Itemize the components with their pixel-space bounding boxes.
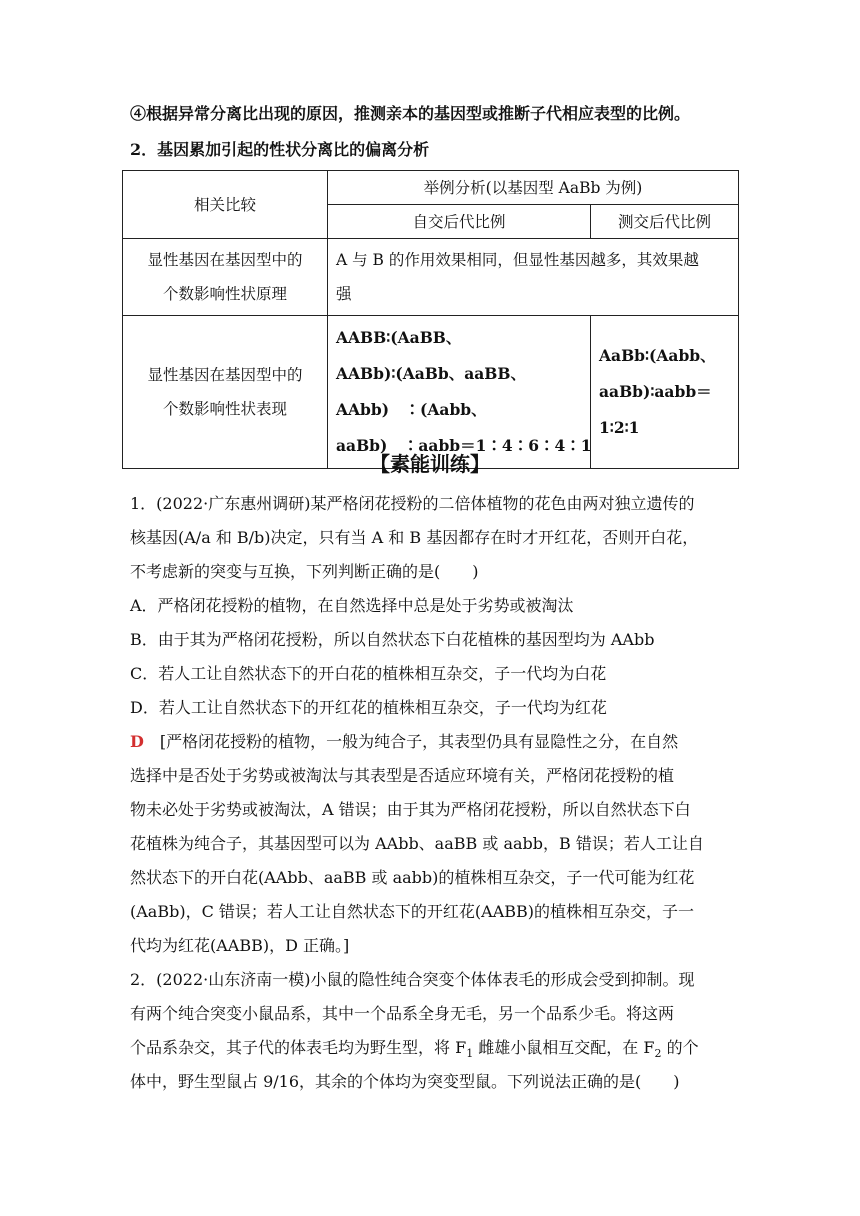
table-header-example: 举例分析(以基因型 AaBb 为例) — [328, 171, 739, 205]
q1-explanation-line: 物未必处于劣势或被淘汰，A 错误；由于其为严格闭花授粉，所以自然状态下白 — [130, 800, 691, 819]
row2-selfing-line: AAbb) ∶(Aabb、 — [336, 400, 487, 419]
row1-content-line: A 与 B 的作用效果相同，但显性基因越多，其效果越 — [336, 251, 699, 269]
q1-stem-line: 不考虑新的突变与互换，下列判断正确的是( ) — [130, 562, 479, 581]
q1-option-a: A．严格闭花授粉的植物，在自然选择中总是处于劣势或被淘汰 — [130, 596, 574, 615]
row2-testcross-ratio — [591, 316, 739, 469]
q2-stem-line: 有两个纯合突变小鼠品系，其中一个品系全身无毛，另一个品系少毛。将这两 — [130, 1004, 675, 1023]
row2-testcross-line: 1∶2∶1 — [599, 418, 640, 437]
q2-text: 个品系杂交，其子代的体表毛均为野生型，将 F — [130, 1038, 467, 1057]
q2-text: 的个 — [661, 1038, 699, 1057]
q2-stem-line: 2．(2022·山东济南一模)小鼠的隐性纯合突变个体体表毛的形成会受到抑制。现 — [130, 970, 695, 989]
q1-explanation-line: [严格闭花授粉的植物，一般为纯合子，其表型仍具有显隐性之分，在自然 — [143, 732, 679, 751]
row2-selfing-ratio — [328, 316, 591, 469]
q2-stem-line — [130, 1038, 699, 1064]
row2-selfing-line: aaBb) ∶aabb＝1∶4∶6∶4∶1 — [336, 436, 592, 455]
table-header-selfing: 自交后代比例 — [328, 205, 591, 239]
row2-testcross-line: AaBb∶(Aabb、 — [599, 346, 716, 365]
q1-explanation-line: 花植株为纯合子，其基因型可以为 AAbb、aaBB 或 aabb，B 错误；若人工让自 — [130, 834, 704, 853]
q1-answer-letter: D — [130, 732, 144, 751]
row1-label-line: 个数影响性状原理 — [162, 285, 287, 303]
row1-label-line: 显性基因在基因型中的 — [147, 251, 303, 269]
row1-label — [123, 239, 328, 316]
row2-testcross-line: aaBb)∶aabb＝ — [599, 382, 712, 401]
row2-selfing-line: AABB∶(AaBB、 — [336, 328, 462, 347]
q1-explanation-line: (AaBb)，C 错误；若人工让自然状态下的开红花(AABB)的植株相互杂交，子一 — [130, 902, 695, 921]
q1-option-b: B．由于其为严格闭花授粉，所以自然状态下白花植株的基因型均为 AAbb — [130, 630, 655, 649]
q1-explanation-line: 然状态下的开白花(AAbb、aaBB 或 aabb)的植株相互杂交，子一代可能为红花 — [130, 868, 695, 887]
q2-text: 雌雄小鼠相互交配，在 F — [473, 1038, 655, 1057]
training-section-title: 【素能训练】 — [370, 452, 490, 476]
q2-subscript: 1 — [466, 1047, 474, 1061]
row2-selfing-line: AABb)∶(AaBb、aaBB、 — [336, 364, 526, 383]
row2-label-line: 个数影响性状表现 — [162, 400, 287, 418]
q1-explanation-line: 选择中是否处于劣势或被淘汰与其表型是否适应环境有关，严格闭花授粉的植 — [130, 766, 675, 785]
comparison-table — [122, 170, 739, 469]
table-header-testcross: 测交后代比例 — [591, 205, 739, 239]
intro-line: ④根据异常分离比出现的原因，推测亲本的基因型或推断子代相应表型的比例。 — [130, 104, 691, 123]
row1-content-line: 强 — [336, 285, 352, 303]
q2-subscript: 2 — [654, 1047, 662, 1061]
q1-stem-line: 核基因(A/a 和 B/b)决定，只有当 A 和 B 基因都存在时才开红花，否则开白花， — [130, 528, 699, 547]
row2-label — [123, 316, 328, 469]
q2-stem-line: 体中，野生型鼠占 9/16，其余的个体均为突变型鼠。下列说法正确的是( ) — [130, 1072, 680, 1091]
q1-option-d: D．若人工让自然状态下的开红花的植株相互杂交，子一代均为红花 — [130, 698, 607, 717]
q1-explanation-first — [130, 732, 678, 752]
row2-label-line: 显性基因在基因型中的 — [147, 366, 303, 384]
q1-option-c: C．若人工让自然状态下的开白花的植株相互杂交，子一代均为白花 — [130, 664, 607, 683]
q1-explanation-line: 代均为红花(AABB)，D 正确。] — [130, 936, 350, 955]
section-heading: 2．基因累加引起的性状分离比的偏离分析 — [130, 140, 430, 159]
table-header-comparison: 相关比较 — [123, 171, 328, 239]
row1-content — [328, 239, 739, 316]
q1-stem-line: 1．(2022·广东惠州调研)某严格闭花授粉的二倍体植物的花色由两对独立遗传的 — [130, 494, 695, 513]
